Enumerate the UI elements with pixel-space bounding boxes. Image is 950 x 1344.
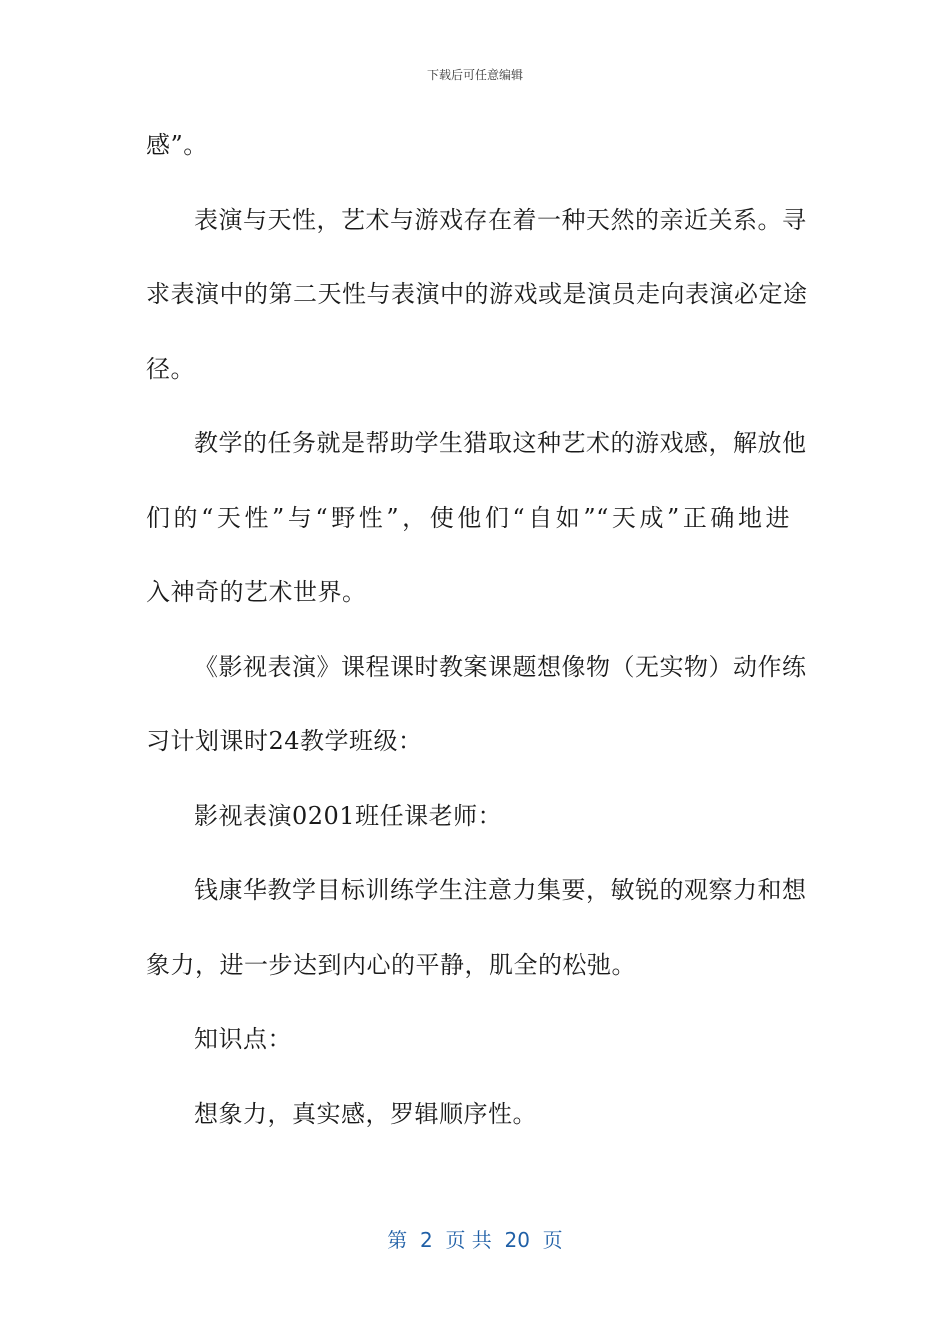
paragraph-line: 知识点：	[194, 1025, 292, 1053]
page-header: 下载后可任意编辑	[426, 68, 523, 82]
text-line: 习计划课时24教学班级：	[146, 727, 423, 755]
text-line: 入神奇的艺术世界。	[146, 578, 367, 606]
page-number: 第 2 页 共 20 页	[387, 1228, 563, 1252]
paragraph-line: 表演与天性，艺术与游戏存在着一种天然的亲近关系。寻	[194, 205, 807, 234]
paragraph-line: 钱康华教学目标训练学生注意力集要，敏锐的观察力和想	[194, 876, 807, 904]
paragraph-line: 影视表演0201班任课老师：	[194, 801, 503, 830]
text-line: 象力，进一步达到内心的平静，肌全的松弛。	[146, 950, 636, 979]
text-line: 们的“天性”与“野性”，使他们“自如”“天成”正确地进	[146, 503, 790, 532]
paragraph-line: 《影视表演》课程课时教案课题想像物（无实物）动作练	[194, 652, 807, 681]
text-line: 感”。	[146, 131, 208, 159]
document-body	[146, 108, 808, 1151]
paragraph-line: 教学的任务就是帮助学生猎取这种艺术的游戏感，解放他	[194, 429, 807, 457]
text-line: 径。	[146, 354, 195, 383]
text-line: 求表演中的第二天性与表演中的游戏或是演员走向表演必定途	[146, 280, 808, 308]
paragraph-line: 想象力，真实感，罗辑顺序性。	[194, 1099, 537, 1128]
